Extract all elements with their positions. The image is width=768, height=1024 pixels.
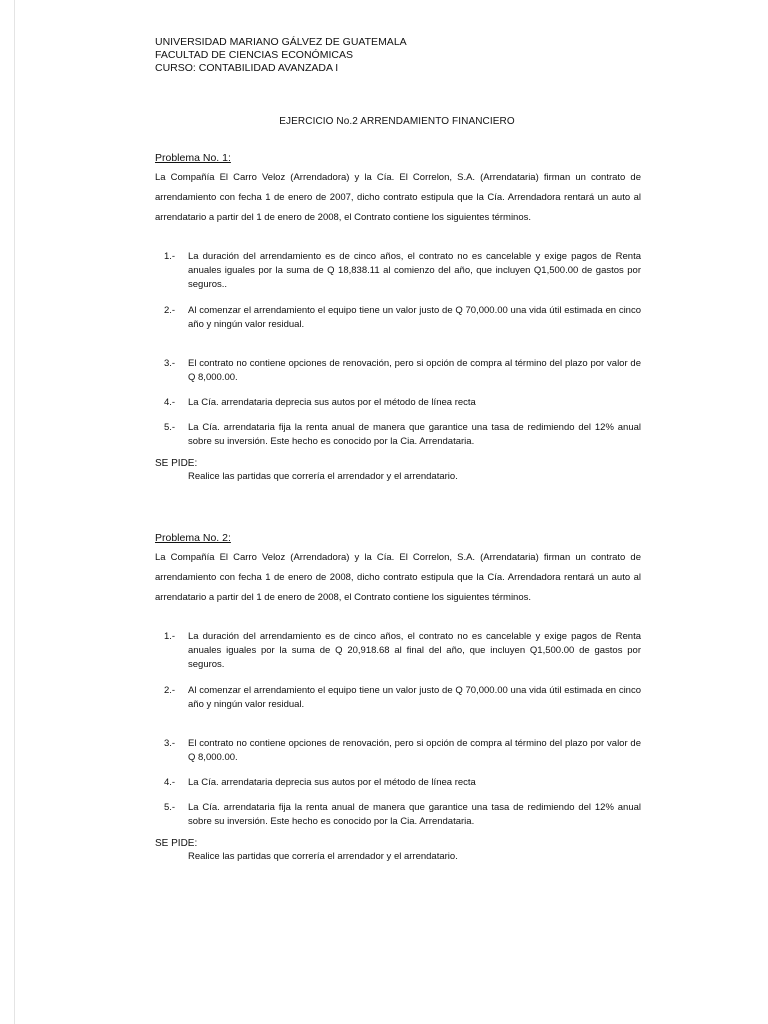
list-item (155, 304, 641, 332)
item-number: 1.- (164, 631, 176, 642)
terms-list (155, 250, 641, 449)
item-text: La Cía. arrendataria fija la renta anual de manera que garantice una tasa de redimiendo del 12% anual sobre su inversión. Este hecho es conocido por la Cia. Arrendataria. (188, 422, 641, 447)
item-text: La duración del arrendamiento es de cinco años, el contrato no es cancelable y exige pagos de Renta anuales iguales por la suma de Q 20,918.68 al final del año, que incluyen Q1,500.00 de gastos por seguros. (188, 631, 641, 670)
course-name: CURSO: CONTABILIDAD AVANZADA I (155, 62, 339, 74)
item-number: 5.- (164, 802, 176, 813)
list-item (155, 396, 641, 410)
problem-title: Problema No. 1: (155, 152, 231, 164)
faculty-name: FACULTAD DE CIENCIAS ECONÓMICAS (155, 49, 353, 61)
terms-list (155, 630, 641, 829)
item-text: El contrato no contiene opciones de renovación, pero si opción de compra al término del plazo por valor de Q 8,000.00. (188, 358, 641, 383)
list-item (155, 684, 641, 712)
se-pide-label: SE PIDE: (155, 838, 198, 849)
problem-intro: La Compañía El Carro Veloz (Arrendadora) y la Cía. El Correlon, S.A. (Arrendataria) firman un contrato de arrendamiento con fecha 1 de enero de 2007, dicho contrato estipula que la Cía. Arrendadora rentará un auto al arrendatario a partir del 1 de enero de 2008, el Contrato contiene los siguientes términos. (155, 172, 641, 223)
item-number: 4.- (164, 777, 176, 788)
request-text: Realice las partidas que correría el arrendador y el arrendatario. (188, 471, 458, 482)
item-text: La duración del arrendamiento es de cinco años, el contrato no es cancelable y exige pagos de Renta anuales iguales por la suma de Q 18,838.11 al comienzo del año, que incluyen Q1,500.00 de gastos por seguros.. (188, 251, 641, 290)
item-text: Al comenzar el arrendamiento el equipo tiene un valor justo de Q 70,000.00 una vida útil estimada en cinco año y ningún valor residual. (188, 305, 641, 330)
list-item (155, 357, 641, 385)
problem-2 (155, 532, 641, 862)
item-number: 3.- (164, 358, 176, 369)
exercise-title: EJERCICIO No.2 ARRENDAMIENTO FINANCIERO (279, 116, 515, 127)
list-item (155, 737, 641, 765)
item-number: 2.- (164, 305, 176, 316)
list-item (155, 630, 641, 672)
item-number: 5.- (164, 422, 176, 433)
problem-1 (155, 152, 641, 482)
document-header (155, 36, 407, 75)
problem-intro: La Compañía El Carro Veloz (Arrendadora) y la Cía. El Correlon, S.A. (Arrendataria) firman un contrato de arrendamiento con fecha 1 de enero de 2008, dicho contrato estipula que la Cía. Arrendadora rentará un auto al arrendatario a partir del 1 de enero de 2008, el Contrato contiene los siguientes términos. (155, 552, 641, 603)
item-number: 1.- (164, 251, 176, 262)
item-text: El contrato no contiene opciones de renovación, pero si opción de compra al término del plazo por valor de Q 8,000.00. (188, 738, 641, 763)
list-item (155, 250, 641, 292)
problem-title: Problema No. 2: (155, 532, 231, 544)
item-text: La Cía. arrendataria fija la renta anual de manera que garantice una tasa de redimiendo del 12% anual sobre su inversión. Este hecho es conocido por la Cia. Arrendataria. (188, 802, 641, 827)
item-number: 3.- (164, 738, 176, 749)
list-item (155, 801, 641, 829)
list-item (155, 421, 641, 449)
item-text: La Cía. arrendataria deprecia sus autos por el método de línea recta (188, 397, 476, 408)
university-name: UNIVERSIDAD MARIANO GÁLVEZ DE GUATEMALA (155, 36, 407, 48)
se-pide-label: SE PIDE: (155, 458, 198, 469)
item-number: 2.- (164, 685, 176, 696)
item-number: 4.- (164, 397, 176, 408)
item-text: Al comenzar el arrendamiento el equipo tiene un valor justo de Q 70,000.00 una vida útil estimada en cinco año y ningún valor residual. (188, 685, 641, 710)
list-item (155, 776, 641, 790)
item-text: La Cía. arrendataria deprecia sus autos por el método de línea recta (188, 777, 476, 788)
page-edge-line (14, 0, 15, 1024)
request-text: Realice las partidas que correría el arrendador y el arrendatario. (188, 851, 458, 862)
